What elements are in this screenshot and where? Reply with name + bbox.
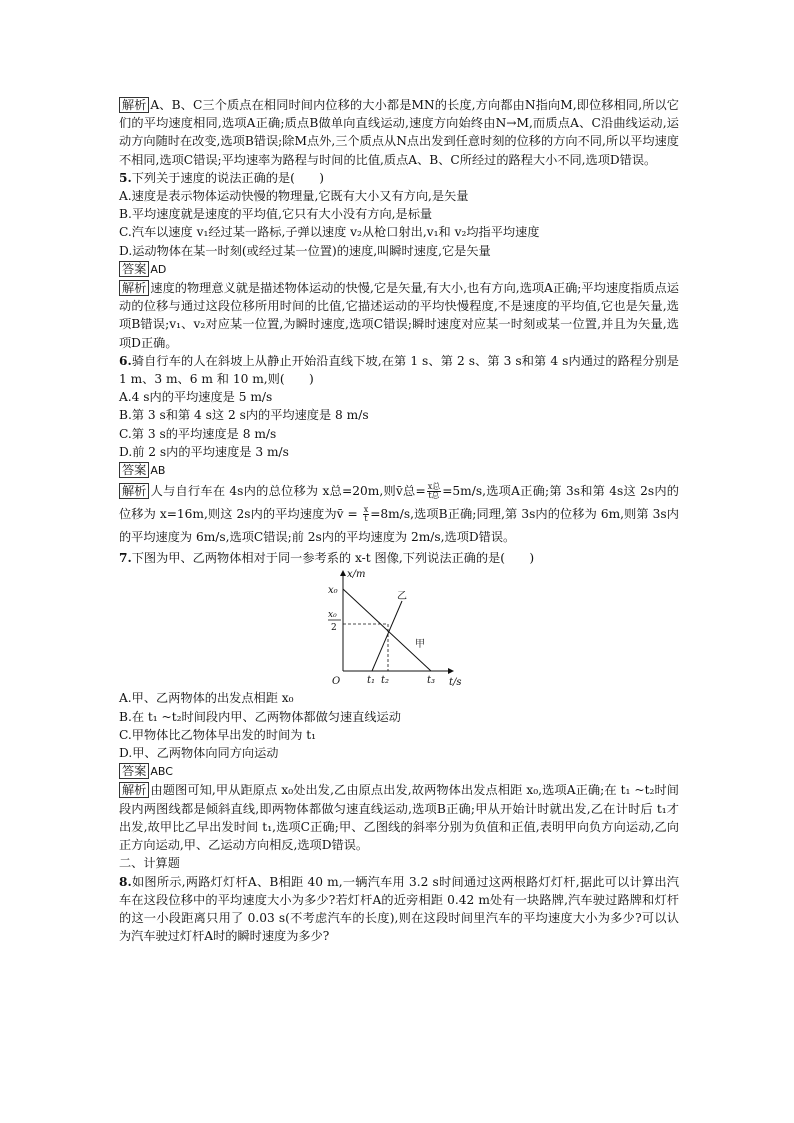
answer-value: AD <box>150 262 167 276</box>
option-c: C.第 3 s的平均速度是 8 m/s <box>119 426 277 441</box>
analysis-text: 由题图可知,甲从距原点 x₀处出发,乙由原点出发,故两物体出发点相距 x₀,选项A正确;在 t₁ ~t₂时间段内两图线都是倾斜直线,即两物体都做匀速直线运动,选项B正确;甲从开始计时就出发,乙在计时后 t₁才出发,故甲比乙早出发时间 t₁,选项C正确;甲、乙图线的斜率分别为负值和正值,表明甲向负方向运动,乙向正方向运动,甲、乙运动方向相反,选项D错误。 <box>119 783 679 853</box>
fraction-total <box>427 483 442 500</box>
analysis-text-2: =5m/s,选项A正确;第 3s和第 4s这 2s内的位移为 x=16m,则这 2s内的平均速度为v̄ = <box>119 484 679 522</box>
option-b: B.第 3 s和第 4 s这 2 s内的平均速度是 8 m/s <box>119 408 369 423</box>
line-jia <box>343 589 431 671</box>
y-axis-label: x/m <box>347 569 366 581</box>
answer-tag: 答案 <box>119 763 149 779</box>
question-number: 8. <box>119 874 132 889</box>
question-8 <box>119 873 679 946</box>
option-c: C.甲物体比乙物体早出发的时间为 t₁ <box>119 727 317 742</box>
question-number: 7. <box>119 551 132 566</box>
analysis-tag: 解析 <box>119 280 149 296</box>
question-6 <box>119 352 683 388</box>
t2-label: t₂ <box>381 675 390 687</box>
analysis-text-1: 人与自行车在 4s内的总位移为 x总=20m,则v̄总= <box>150 484 426 499</box>
analysis-text: 速度的物理意义就是描述物体运动的快慢,它是矢量,有大小,也有方向,选项A正确;平均速度指质点运动的位移与通过这段位移所用时间的比值,它描述运动的平均快慢程度,不是速度的平均值,它也是矢量,选项B错误;v₁、v₂对应某一位置,为瞬时速度,选项C错误;瞬时速度对应某一时刻或某一位置,并且为矢量,选项D正确。 <box>119 281 679 350</box>
analysis-text-3: =8m/s,选项B正确;同理,第 3s内的位移为 6m,则第 3s内的平均速度为 6m/s,选项C错误;前 2s内的平均速度为 2m/s,选项D错误。 <box>119 507 679 545</box>
question-number: 6. <box>119 353 132 368</box>
document-page <box>119 96 683 945</box>
option-c: C.汽车以速度 v₁经过某一路标,子弹以速度 v₂从枪口射出,v₁和 v₂均指平均速度 <box>119 225 540 240</box>
option-a: A.4 s内的平均速度是 5 m/s <box>119 390 273 405</box>
origin-label: O <box>332 676 341 688</box>
fraction-numerator: x <box>363 505 369 515</box>
answer-line <box>119 762 679 781</box>
analysis-tag: 解析 <box>119 782 149 798</box>
question-stem: 下列关于速度的说法正确的是( ) <box>131 170 325 185</box>
analysis <box>119 781 679 854</box>
analysis <box>119 279 679 352</box>
question-7 <box>119 549 679 567</box>
option-a: A.甲、乙两物体的出发点相距 x₀ <box>119 691 294 706</box>
analysis <box>119 480 679 549</box>
answer-tag: 答案 <box>119 462 149 478</box>
question-number: 5. <box>119 170 132 185</box>
xt-graph-svg <box>323 567 473 689</box>
xt-graph <box>119 567 679 689</box>
answer-line <box>119 461 679 480</box>
fraction-denominator: t总 <box>428 491 440 501</box>
fraction-denominator: t <box>364 514 368 524</box>
answer-tag: 答案 <box>119 261 149 277</box>
answer-value: AB <box>150 464 166 478</box>
analysis-tag: 解析 <box>119 97 149 113</box>
option-b: B.平均速度就是速度的平均值,它只有大小没有方向,是标量 <box>119 207 433 222</box>
t3-label: t₃ <box>427 675 436 687</box>
section-heading: 二、计算题 <box>119 856 180 871</box>
prev-analysis-text: A、B、C三个质点在相同时间内位移的大小都是MN的长度,方向都由N指向M,即位移相同,所以它们的平均速度相同,选项A正确;质点B做单向直线运动,速度方向始终由N→M,而质点A、C沿曲线运动,运动方向随时在改变,选项B错误;除M点外,三个质点从N点出发到任意时刻的位移的方向不同,所以平均速度不相同,选项C错误;平均速率为路程与时间的比值,质点A、B、C所经过的路程大小不同,选项D错误。 <box>119 98 679 167</box>
label-yi: 乙 <box>397 591 407 603</box>
question-stem: 如图所示,两路灯灯杆A、B相距 40 m,一辆汽车用 3.2 s时间通过这两根路灯灯杆,据此可以计算出汽车在这段位移中的平均速度大小为多少?若灯杆A的近旁相距 0.42 m处有一块路牌,汽车驶过路牌和灯杆的这一小段距离只用了 0.03 s(不考虑汽车的长度),则在这段时间里汽车的平均速度大小为多少?可以认为汽车驶过灯杆A时的瞬时速度为多少? <box>119 874 679 944</box>
question-stem: 骑自行车的人在斜坡上从静止开始沿直线下坡,在第 1 s、第 2 s、第 3 s和第 4 s内通过的路程分别是 1 m、3 m、6 m 和 10 m,则( ) <box>119 353 683 387</box>
line-yi <box>372 601 402 671</box>
label-jia: 甲 <box>415 639 425 651</box>
x-axis-label: t/s <box>449 677 462 689</box>
question-5 <box>119 169 679 187</box>
t1-label: t₁ <box>367 675 376 687</box>
option-a: A.速度是表示物体运动快慢的物理量,它既有大小又有方向,是矢量 <box>119 189 469 204</box>
option-d: D.前 2 s内的平均速度是 3 m/s <box>119 444 289 459</box>
option-d: D.甲、乙两物体向同方向运动 <box>119 746 279 761</box>
prev-analysis <box>119 96 679 169</box>
option-d: D.运动物体在某一时刻(或经过某一位置)的速度,叫瞬时速度,它是矢量 <box>119 243 491 258</box>
option-b: B.在 t₁ ~t₂时间段内甲、乙两物体都做匀速直线运动 <box>119 709 401 724</box>
y-half-num: x₀ <box>328 610 337 621</box>
analysis-tag: 解析 <box>119 483 149 499</box>
fraction-xt <box>363 506 370 523</box>
fraction-numerator: x总 <box>427 482 441 492</box>
answer-value: ABC <box>150 765 173 779</box>
y-top-label: x₀ <box>328 585 338 597</box>
y-half-den: 2 <box>331 623 337 634</box>
answer-line <box>119 260 679 279</box>
question-stem: 下图为甲、乙两物体相对于同一参考系的 x-t 图像,下列说法正确的是( ) <box>131 551 535 566</box>
